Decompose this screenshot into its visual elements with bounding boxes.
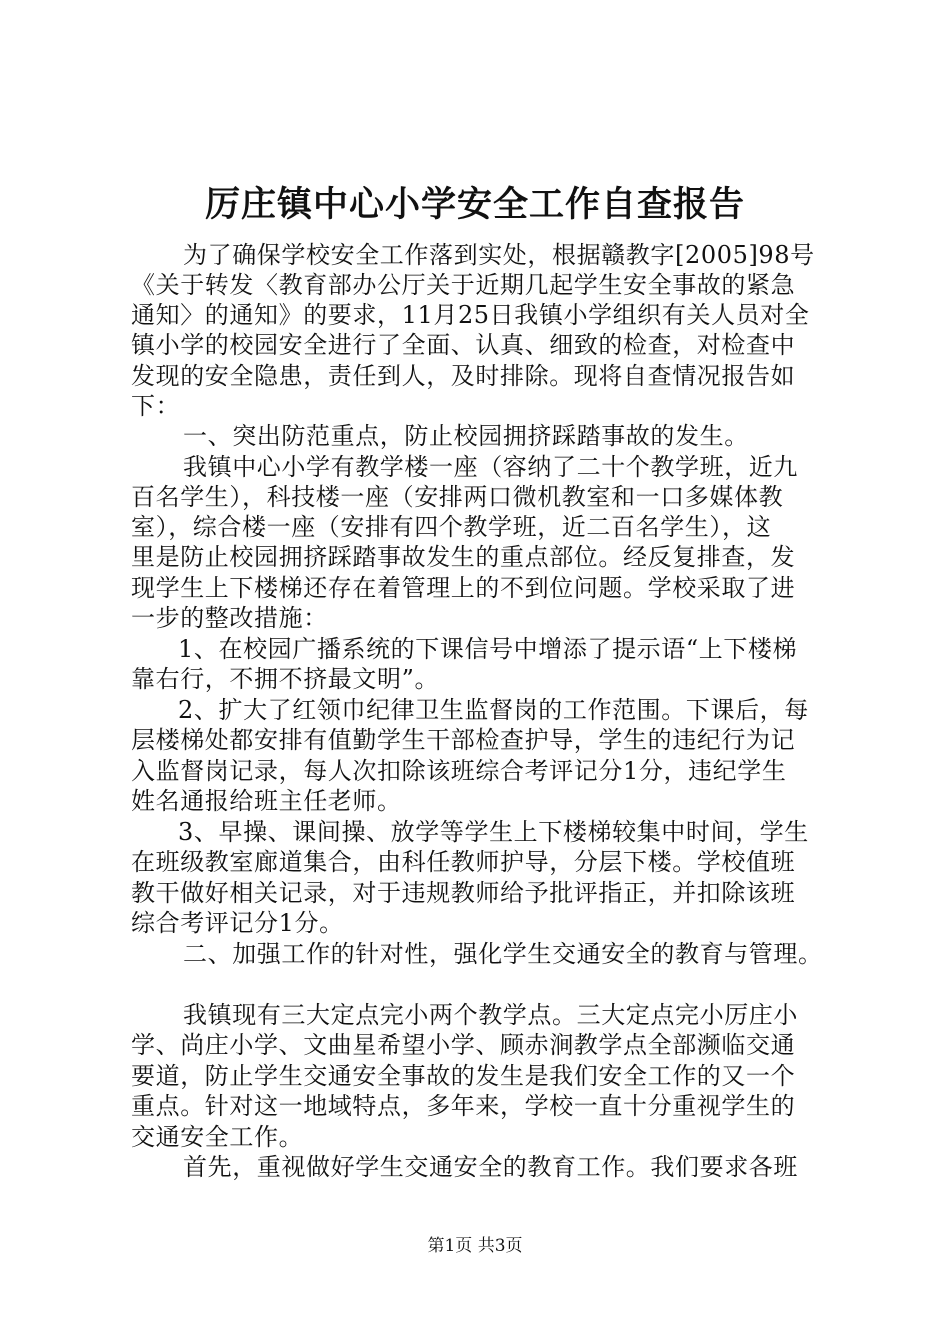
section-heading: 二、加强工作的针对性，强化学生交通安全的教育与管理。 (183, 940, 823, 968)
list-item-line: 教干做好相关记录，对于违规教师给予批评指正，并扣除该班 (131, 879, 796, 907)
paragraph-line: 下： (131, 392, 181, 420)
paragraph-line: 室），综合楼一座（安排有四个教学班，近二百名学生），这 (131, 513, 772, 541)
list-item-line: 2、扩大了红领巾纪律卫生监督岗的工作范围。下课后，每 (178, 696, 809, 724)
list-item-line: 姓名通报给班主任老师。 (131, 787, 402, 815)
paragraph-line: 我镇现有三大定点完小两个教学点。三大定点完小厉庄小 (183, 1001, 798, 1029)
list-item-line: 靠右行，不拥不挤最文明”。 (131, 665, 440, 693)
section-heading: 一、突出防范重点，防止校园拥挤踩踏事故的发生。 (183, 422, 749, 450)
paragraph-line: 学、尚庄小学、文曲星希望小学、顾赤涧教学点全部濒临交通 (131, 1031, 796, 1059)
paragraph-line: 发现的安全隐患，责任到人，及时排除。现将自查情况报告如 (131, 362, 796, 390)
paragraph-line: 现学生上下楼梯还存在着管理上的不到位问题。学校采取了进 (131, 574, 796, 602)
paragraph-line: 交通安全工作。 (131, 1123, 304, 1151)
paragraph-line: 一步的整改措施： (131, 604, 328, 632)
list-item-line: 综合考评记分1分。 (131, 909, 344, 937)
paragraph-line: 《关于转发〈教育部办公厅关于近期几起学生安全事故的紧急 (131, 271, 796, 299)
paragraph-line: 我镇中心小学有教学楼一座（容纳了二十个教学班，近九 (183, 453, 798, 481)
paragraph-line: 为了确保学校安全工作落到实处，根据赣教字[2005]98号 (183, 241, 815, 269)
paragraph-line: 通知〉的通知》的要求，11月25日我镇小学组织有关人员对全 (131, 301, 810, 329)
paragraph-line: 百名学生），科技楼一座（安排两口微机教室和一口多媒体教 (131, 483, 784, 511)
paragraph-line: 镇小学的校园安全进行了全面、认真、细致的检查，对检查中 (131, 331, 796, 359)
list-item-line: 1、在校园广播系统的下课信号中增添了提示语“上下楼梯 (178, 635, 798, 663)
list-item-line: 层楼梯处都安排有值勤学生干部检查护导，学生的违纪行为记 (131, 726, 796, 754)
paragraph-line: 里是防止校园拥挤踩踏事故发生的重点部位。经反复排查，发 (131, 543, 796, 571)
list-item-line: 3、早操、课间操、放学等学生上下楼梯较集中时间，学生 (178, 818, 809, 846)
document-title: 厉庄镇中心小学安全工作自查报告 (204, 184, 745, 225)
list-item-line: 入监督岗记录，每人次扣除该班综合考评记分1分，违纪学生 (131, 757, 787, 785)
list-item-line: 在班级教室廊道集合，由科任教师护导，分层下楼。学校值班 (131, 848, 796, 876)
paragraph-line: 重点。针对这一地域特点，多年来，学校一直十分重视学生的 (131, 1092, 796, 1120)
paragraph-line: 要道，防止学生交通安全事故的发生是我们安全工作的又一个 (131, 1062, 796, 1090)
page-footer: 第1页 共3页 (427, 1236, 523, 1256)
paragraph-line: 首先，重视做好学生交通安全的教育工作。我们要求各班 (183, 1153, 798, 1181)
